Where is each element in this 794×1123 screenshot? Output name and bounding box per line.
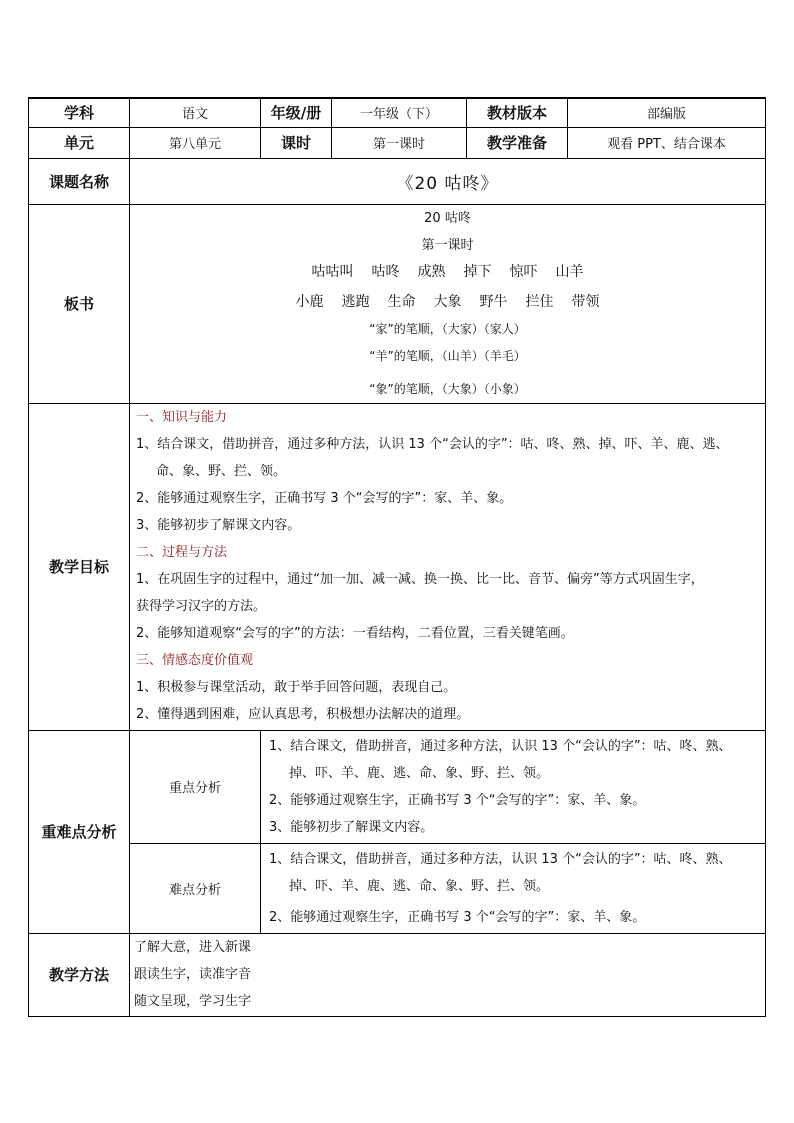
difficult-points-row <box>29 843 766 933</box>
lesson-title-label: 课题名称 <box>29 158 130 204</box>
difficult-point-item: 1、结合课文，借助拼音，通过多种方法，认识 13 个“会认的字”：咕、咚、熟、 <box>269 851 732 867</box>
board-words-row-1 <box>130 259 765 286</box>
method-item: 随文呈现，学习生字 <box>134 993 252 1009</box>
difficult-points-label: 难点分析 <box>130 843 261 933</box>
unit-value: 第八单元 <box>130 127 261 158</box>
board-row <box>29 204 766 403</box>
board-word: 惊吓 <box>509 263 538 280</box>
grade-label: 年级/册 <box>261 98 332 127</box>
board-word: 掉下 <box>463 263 492 280</box>
board-label: 板书 <box>29 204 130 403</box>
goal-item-continued: 命、象、野、拦、领。 <box>156 463 287 479</box>
difficult-points-content <box>261 843 766 933</box>
goal-item: 1、结合课文，借助拼音，通过多种方法，认识 13 个“会认的字”：咕、咚、熟、掉、吓、羊、鹿、逃、 <box>136 436 729 452</box>
board-word: 带领 <box>571 293 600 310</box>
board-word: 成熟 <box>417 263 446 280</box>
goal-item: 1、在巩固生字的过程中，通过“加一加、减一减、换一换、比一比、音节、偏旁”等方式巩固生字， <box>136 571 704 587</box>
textbook-value: 部编版 <box>568 98 766 127</box>
subject-label: 学科 <box>29 98 130 127</box>
board-word: 生命 <box>387 293 416 310</box>
unit-label: 单元 <box>29 127 130 158</box>
key-points-content <box>261 730 766 843</box>
goals-label: 教学目标 <box>29 403 130 730</box>
subject-value: 语文 <box>130 98 261 127</box>
key-points-label: 重点分析 <box>130 730 261 843</box>
stroke-order-line: “羊”的笔顺，（山羊）（羊毛） <box>369 348 526 363</box>
board-title: 20 咕咚 <box>424 210 471 226</box>
board-content <box>130 204 766 403</box>
difficult-point-item-continued: 掉、吓、羊、鹿、逃、命、象、野、拦、领。 <box>289 878 550 894</box>
key-point-item-continued: 掉、吓、羊、鹿、逃、命、象、野、拦、领。 <box>289 765 550 781</box>
board-word: 山羊 <box>555 263 584 280</box>
key-point-item: 3、能够初步了解课文内容。 <box>269 819 434 835</box>
methods-row <box>29 933 766 1016</box>
stroke-order-line: “家”的笔顺，（大家）（家人） <box>369 321 526 336</box>
prep-label: 教学准备 <box>467 127 568 158</box>
goal-item: 2、懂得遇到困难，应认真思考，积极想办法解决的道理。 <box>136 706 470 722</box>
methods-label: 教学方法 <box>29 933 130 1016</box>
goal-item: 2、能够通过观察生字，正确书写 3 个“会写的字”：家、羊、象。 <box>136 490 513 506</box>
board-word: 咕咕叫 <box>311 263 354 280</box>
period-value: 第一课时 <box>332 127 467 158</box>
goal-item: 3、能够初步了解课文内容。 <box>136 517 301 533</box>
board-word: 逃跑 <box>341 293 370 310</box>
lesson-title: 《20 咕咚》 <box>130 158 766 204</box>
key-point-item: 1、结合课文，借助拼音，通过多种方法，认识 13 个“会认的字”：咕、咚、熟、 <box>269 738 732 754</box>
board-word: 拦住 <box>525 293 554 310</box>
goal-item: 2、能够知道观察“会写的字”的方法：一看结构，二看位置，三看关键笔画。 <box>136 625 574 641</box>
board-word: 野牛 <box>479 293 508 310</box>
board-period: 第一课时 <box>421 237 474 253</box>
board-word: 大象 <box>433 293 462 310</box>
header-row-2 <box>29 127 766 158</box>
goals-section-heading: 二、过程与方法 <box>136 544 228 560</box>
method-item: 了解大意，进入新课 <box>134 939 252 955</box>
goal-item: 1、积极参与课堂活动，敢于举手回答问题，表现自己。 <box>136 679 457 695</box>
goals-content <box>130 403 766 730</box>
goals-section-heading: 一、知识与能力 <box>136 409 228 425</box>
goals-row <box>29 403 766 730</box>
analysis-label: 重难点分析 <box>29 730 130 933</box>
goals-section-heading: 三、情感态度价值观 <box>136 652 254 668</box>
difficult-point-item: 2、能够通过观察生字，正确书写 3 个“会写的字”：家、羊、象。 <box>269 909 646 925</box>
board-words-row-2 <box>130 289 765 316</box>
lesson-plan-table <box>28 97 766 1017</box>
textbook-label: 教材版本 <box>467 98 568 127</box>
key-points-row <box>29 730 766 843</box>
method-item: 跟读生字，读准字音 <box>134 966 252 982</box>
key-point-item: 2、能够通过观察生字，正确书写 3 个“会写的字”：家、羊、象。 <box>269 792 646 808</box>
prep-value: 观看 PPT、结合课本 <box>568 127 766 158</box>
methods-content <box>130 933 766 1016</box>
grade-value: 一年级（下） <box>332 98 467 127</box>
goal-item-continued: 获得学习汉字的方法。 <box>136 598 267 614</box>
stroke-order-line: “象”的笔顺，（大象）（小象） <box>369 381 526 396</box>
period-label: 课时 <box>261 127 332 158</box>
lesson-title-row <box>29 158 766 204</box>
board-word: 咕咚 <box>371 263 400 280</box>
board-word: 小鹿 <box>295 293 324 310</box>
header-row-1 <box>29 98 766 127</box>
